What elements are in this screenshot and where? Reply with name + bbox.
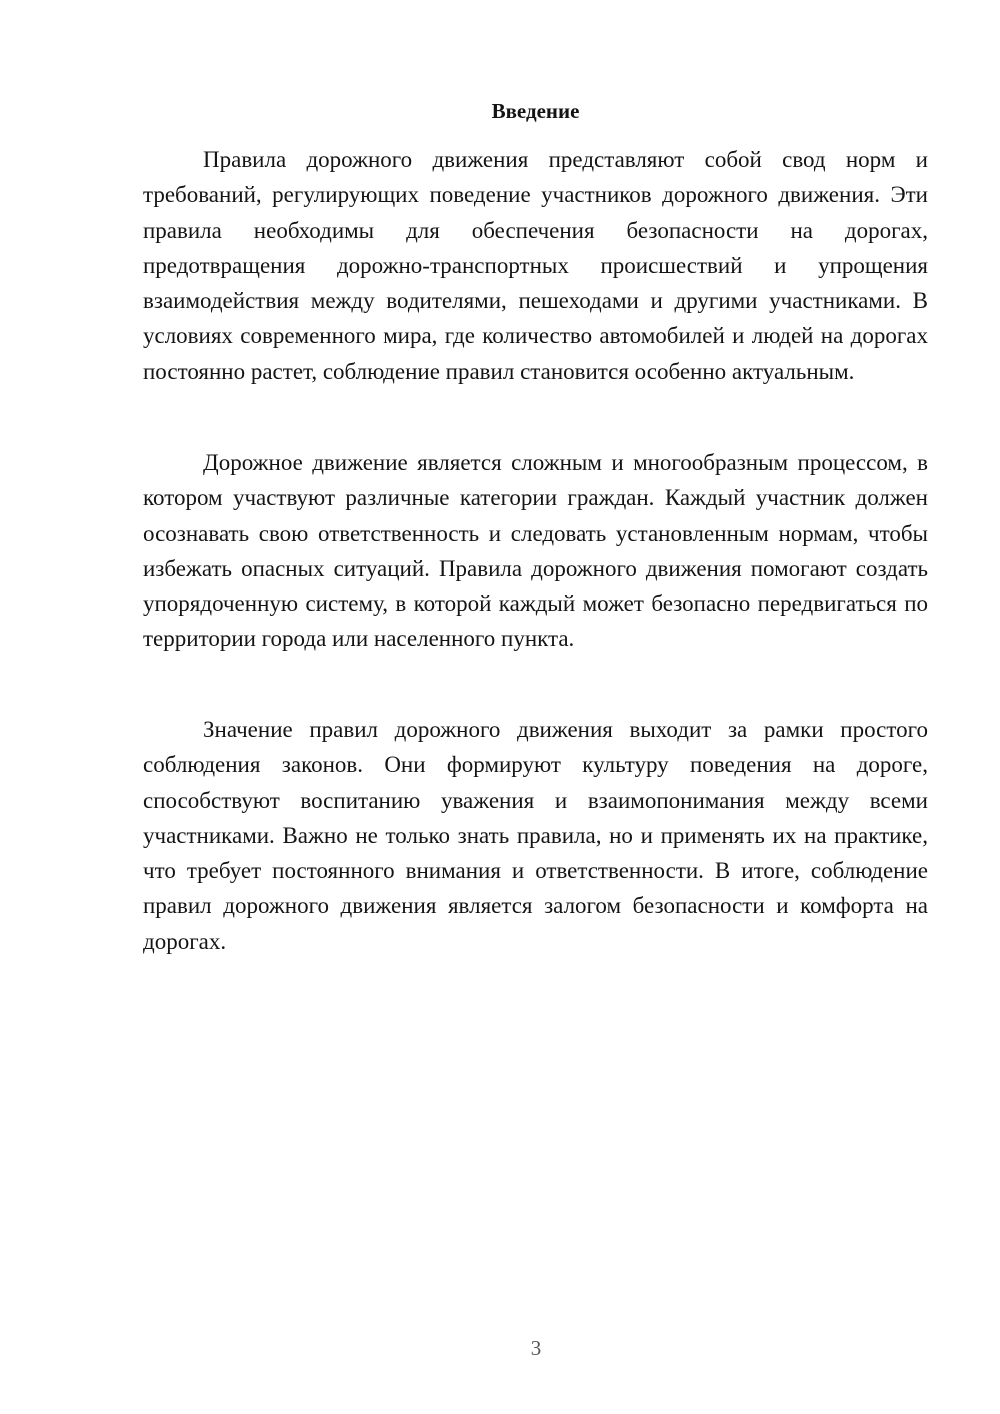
paragraph-2: Дорожное движение является сложным и многообразным процессом, в котором участвуют различные категории граждан. Каждый участник должен осознавать свою ответственность и следовать установленным нормам, чтобы избежать опасных ситуаций. Правила дорожного движения помогают создать упорядоченную систему, в которой каждый может безопасно передвигаться по территории города или населенного пункта. xyxy=(143,450,928,652)
page-number: 3 xyxy=(530,1336,542,1360)
paragraph-3: Значение правил дорожного движения выходит за рамки простого соблюдения законов. Они формируют культуру поведения на дороге, способствуют воспитанию уважения и взаимопонимания между всеми участниками. Важно не только знать правила, но и применять их на практике, что требует постоянного внимания и ответственности. В итоге, соблюдение правил дорожного движения является залогом безопасности и комфорта на дорогах. xyxy=(143,717,928,954)
section-title: Введение xyxy=(491,99,580,123)
paragraph-1: Правила дорожного движения представляют собой свод норм и требований, регулирующих поведение участников дорожного движения. Эти правила необходимы для обеспечения безопасности на дорогах, предотвращения дорожно-транспортных происшествий и упрощения взаимодействия между водителями, пешеходами и другими участниками. В условиях современного мира, где количество автомобилей и людей на дорогах постоянно растет, соблюдение правил становится особенно актуальным. xyxy=(143,147,928,384)
